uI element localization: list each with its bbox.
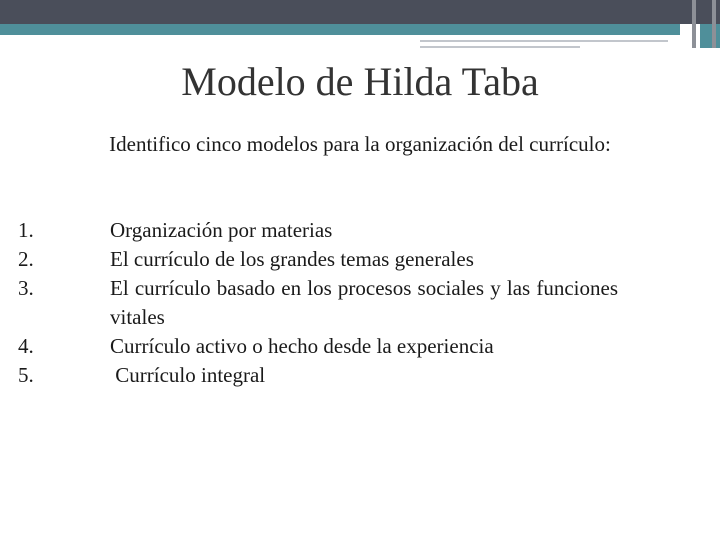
list-number: 2. xyxy=(18,247,34,271)
gray-accent-stripe xyxy=(712,0,716,48)
teal-accent-block xyxy=(700,24,720,48)
list-item xyxy=(18,245,618,274)
list-item xyxy=(18,361,618,390)
list-item xyxy=(18,274,618,332)
list-item xyxy=(18,332,618,361)
list-item-text: Organización por materias xyxy=(110,218,333,242)
model-list xyxy=(18,216,618,390)
top-decor-bar xyxy=(0,0,720,24)
list-item-text: Currículo integral xyxy=(110,363,266,387)
decor-line xyxy=(420,40,668,42)
list-number: 5. xyxy=(18,363,34,387)
list-item-text: Currículo activo o hecho desde la experiencia xyxy=(110,334,494,358)
list-number: 4. xyxy=(18,334,34,358)
list-number: 1. xyxy=(18,218,34,242)
gray-accent-stripe xyxy=(692,0,696,48)
intro-text: Identifico cinco modelos para la organización del currículo: xyxy=(109,132,611,156)
list-item-text: El currículo basado en los procesos sociales y las funciones vitales xyxy=(110,276,618,329)
list-number: 3. xyxy=(18,276,34,300)
slide-title: Modelo de Hilda Taba xyxy=(181,59,539,104)
list-item xyxy=(18,216,618,245)
teal-accent-bar xyxy=(0,24,680,35)
list-item-text: El currículo de los grandes temas generales xyxy=(110,247,474,271)
decor-line xyxy=(420,46,580,48)
